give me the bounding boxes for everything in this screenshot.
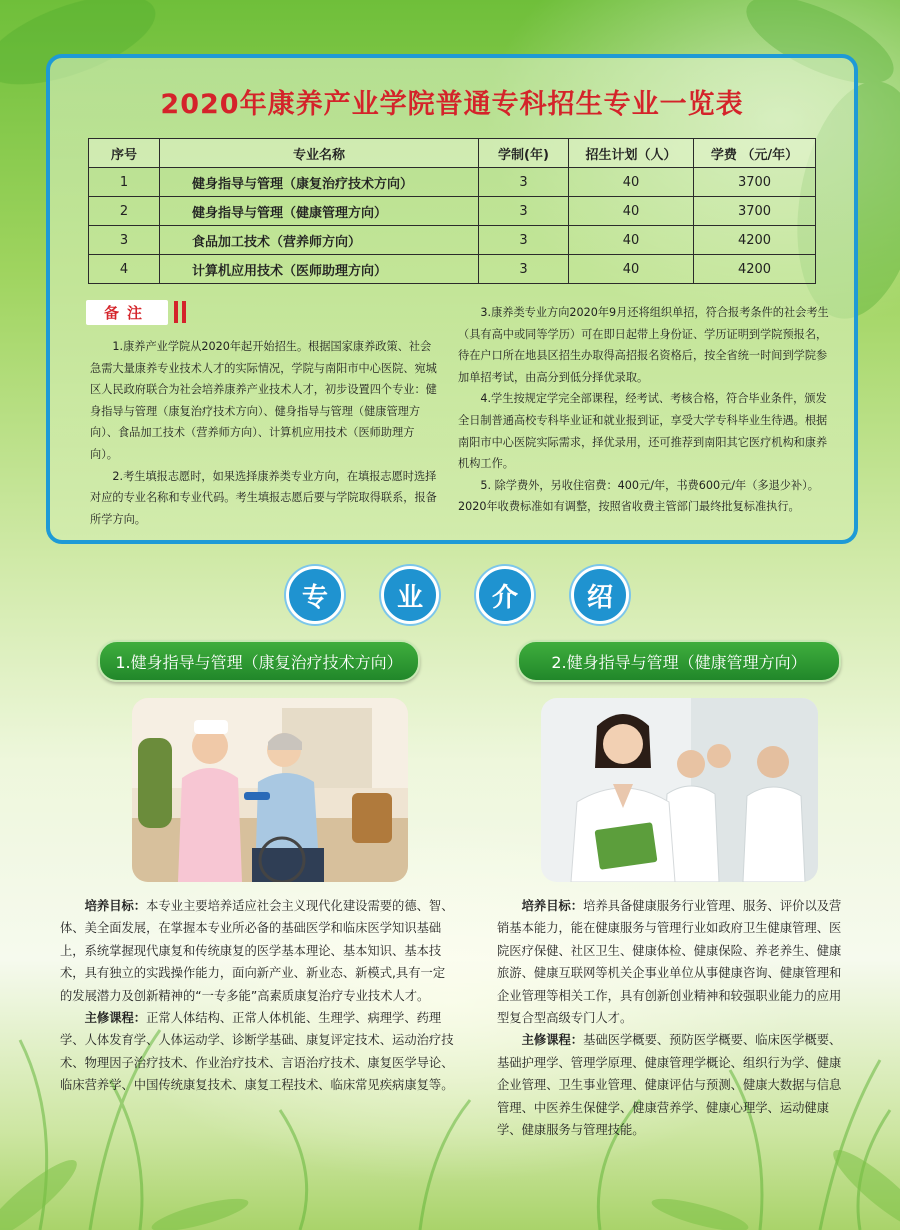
cell-index: 4 bbox=[89, 255, 160, 284]
cell-plan: 40 bbox=[569, 197, 694, 226]
cell-years: 3 bbox=[479, 255, 569, 284]
table-row bbox=[89, 226, 816, 255]
major-1-course-text: 正常人体结构、正常人体机能、生理学、病理学、药理学、人体发育学、人体运动学、诊断学基础、康复评定技术、运动治疗技术、物理因子治疗技术、作业治疗技术、言语治疗技术、康复医学导论、临床营养学、中国传统康复技术、康复工程技术、临床常见疾病康复等。 bbox=[60, 1011, 454, 1093]
note-4: 4.学生按规定学完全部课程，经考试、考核合格，符合毕业条件，颁发全日制普通高校专科毕业证和就业报到证，享受大学专科毕业生待遇。根据南阳市中心医院实际需求，择优录用，还可推荐到南阳其它医疗机构和康养机构工作。 bbox=[458, 392, 828, 471]
major-2-tag: 2.健身指导与管理（健康管理方向） bbox=[517, 640, 841, 682]
header-major: 专业名称 bbox=[160, 139, 479, 168]
major-2-course-text: 基础医学概要、预防医学概要、临床医学概要、基础护理学、管理学原理、健康管理学概论、组织行为学、健康企业管理、卫生事业管理、健康评估与预测、健康大数据与信息管理、中医养生保健学、健康营养学、健康心理学、运动健康学、健康服务与管理技能。 bbox=[497, 1033, 842, 1138]
section-char: 业 bbox=[381, 566, 439, 624]
major-1-goal-label: 培养目标： bbox=[84, 899, 147, 913]
cell-tuition: 3700 bbox=[694, 168, 816, 197]
header-years: 学制(年) bbox=[479, 139, 569, 168]
cell-major: 健身指导与管理（康复治疗技术方向） bbox=[160, 168, 479, 197]
cell-major: 食品加工技术（营养师方向） bbox=[160, 226, 479, 255]
note-5: 5. 除学费外，另收住宿费：400元/年，书费600元/年（多退少补）。2020年收费标准如有调整，按照省收费主管部门最终批复标准执行。 bbox=[458, 478, 819, 514]
note-3: 3.康养类专业方向2020年9月还将组织单招，符合报考条件的社会考生（具有高中或同等学历）可在即日起带上身份证、学历证明到学院预报名，待在户口所在地县区招生办取得高招报名资格后，按全省统一时间到学院参加单招考试，由高分到低分择优录取。 bbox=[458, 306, 829, 384]
major-1-course-label: 主修课程： bbox=[84, 1011, 147, 1026]
cell-index: 2 bbox=[89, 197, 160, 226]
major-2-description bbox=[497, 895, 852, 1141]
header-tuition: 学费 （元/年） bbox=[694, 139, 816, 168]
cell-index: 3 bbox=[89, 226, 160, 255]
major-2-course-label: 主修课程： bbox=[521, 1033, 584, 1048]
cell-plan: 40 bbox=[569, 168, 694, 197]
cell-years: 3 bbox=[479, 226, 569, 255]
major-2-goal-text: 培养具备健康服务行业管理、服务、评价以及营销基本能力，能在健康服务与管理行业如政府卫生健康管理、医院医疗保健、社区卫生、健康体检、健康保险、养老养生、健康旅游、健康互联网等机关企事业单位从事健康咨询、健康管理和企业管理等相关工作，具有创新创业精神和较强职业能力的应用型复合型高级专门人才。 bbox=[497, 899, 842, 1026]
major-1-courses bbox=[60, 1007, 457, 1097]
note-1: 1.康养产业学院从2020年起开始招生。根据国家康养政策、社会急需大量康养专业技术人才的实际情况，学院与南阳市中心医院、宛城区人民政府联合为社会培养康养产业技术人才，初步设置四个专业：健身指导与管理（康复治疗技术方向）、健身指导与管理（健康管理方向）、食品加工技术（营养师方向）、计算机应用技术（医师助理方向）。 bbox=[90, 340, 437, 461]
header-index: 序号 bbox=[89, 139, 160, 168]
cell-plan: 40 bbox=[569, 255, 694, 284]
cell-index: 1 bbox=[89, 168, 160, 197]
cell-years: 3 bbox=[479, 197, 569, 226]
major-1-goal bbox=[60, 895, 457, 1007]
cell-plan: 40 bbox=[569, 226, 694, 255]
table-row bbox=[89, 255, 816, 284]
rehab-photo bbox=[132, 698, 408, 882]
enrollment-table bbox=[88, 138, 816, 284]
major-2-goal-label: 培养目标： bbox=[521, 899, 584, 913]
major-1-goal-text: 本专业主要培养适应社会主义现代化建设需要的德、智、体、美全面发展，在掌握本专业所必备的基础医学和临床医学知识基础上，系统掌握现代康复和传统康复的医学基本理论、基本知识、基本技术，具有独立的实践操作能力，面向新产业、新业态、新模式,具有一定的发展潜力及创新精神的“一专多能”高素质康复治疗专业技术人才。 bbox=[60, 899, 454, 1003]
notes-right-column bbox=[458, 302, 830, 518]
header-plan: 招生计划（人） bbox=[569, 139, 694, 168]
table-row bbox=[89, 168, 816, 197]
major-2-courses bbox=[497, 1029, 852, 1141]
notes-label: 备注 bbox=[86, 300, 168, 325]
health-management-photo bbox=[541, 698, 818, 882]
major-1-description bbox=[60, 895, 457, 1097]
major-2-goal bbox=[497, 895, 852, 1029]
cell-tuition: 4200 bbox=[694, 226, 816, 255]
table-row bbox=[89, 197, 816, 226]
cell-tuition: 4200 bbox=[694, 255, 816, 284]
notes-left-column bbox=[90, 336, 438, 530]
major-1-tag: 1.健身指导与管理（康复治疗技术方向） bbox=[98, 640, 420, 682]
cell-years: 3 bbox=[479, 168, 569, 197]
enrollment-panel bbox=[46, 54, 858, 544]
cell-major: 计算机应用技术（医师助理方向） bbox=[160, 255, 479, 284]
notes-bars-decoration bbox=[174, 301, 186, 323]
page-title: 2020年康养产业学院普通专科招生专业一览表 bbox=[160, 89, 744, 120]
note-2: 2.考生填报志愿时，如果选择康养类专业方向，在填报志愿时选择对应的专业名称和专业代码。考生填报志愿后要与学院取得联系，报备所学方向。 bbox=[90, 469, 437, 526]
notes-heading bbox=[86, 298, 186, 326]
section-char: 介 bbox=[476, 566, 534, 624]
section-char: 专 bbox=[286, 566, 344, 624]
table-header-row bbox=[89, 139, 816, 168]
section-char: 绍 bbox=[571, 566, 629, 624]
section-heading bbox=[286, 566, 629, 624]
cell-major: 健身指导与管理（健康管理方向） bbox=[160, 197, 479, 226]
cell-tuition: 3700 bbox=[694, 197, 816, 226]
